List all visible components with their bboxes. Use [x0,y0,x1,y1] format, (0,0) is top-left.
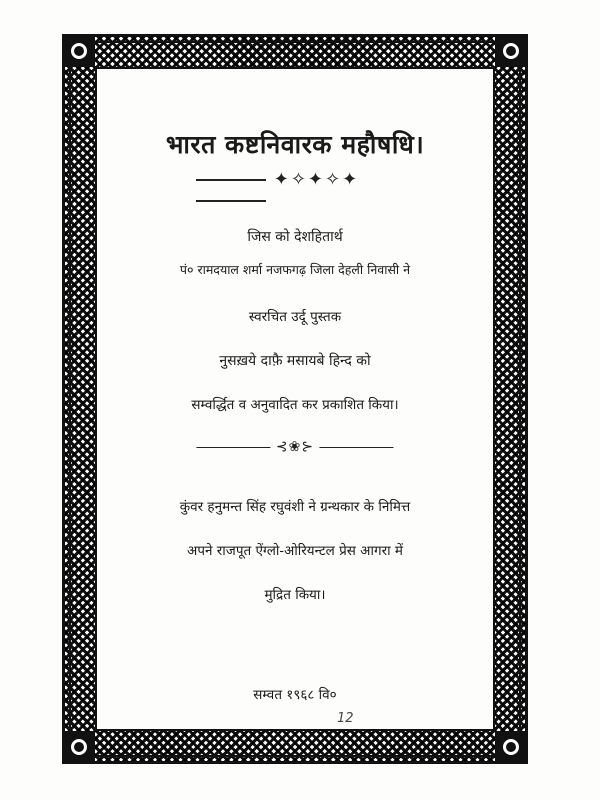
title-page-panel [95,67,495,731]
flourish-icon: ⊰❀⊱ [275,439,315,455]
middle-ornament [196,439,393,455]
publisher-line-1: कुंवर हनुमन्त सिंह रघुवंशी ने ग्रन्थकार के निमित्त [179,499,411,515]
flourish-icon: ✦✧✦✧✦ [273,169,360,190]
description-line-2: पं० रामदयाल शर्मा नजफगढ़ जिला देहली निवासी ने [179,262,411,277]
description-line-1: जिस को देशहितार्थ [247,229,343,245]
publisher-line-2: अपने राजपूत ऐंग्लो-ओरियन्टल प्रेस आगरा में [187,543,403,559]
decorative-border [62,34,528,764]
ornament-rule-right [320,447,394,448]
book-title: भारत कष्टनिवारक महौषधि। [165,130,425,159]
description-line-3: स्वरचित उर्दू पुस्तक [248,309,342,325]
ornament-rule-left [196,179,266,181]
ornament-rule-right [196,200,266,202]
corner-ornament-icon [495,35,527,67]
publisher-line-3: मुद्रित किया। [264,587,326,603]
corner-ornament-icon [63,731,95,763]
corner-ornament-icon [63,35,95,67]
handwritten-number: 12 [337,711,354,726]
ornament-rule-left [196,447,270,448]
corner-ornament-icon [495,731,527,763]
description-line-5: सम्वर्द्धित व अनुवादित कर प्रकाशित किया। [191,397,399,413]
description-line-4: नुसख़ये दाफ़ै मसायबे हिन्द को [219,353,371,369]
top-ornament [196,169,394,211]
publication-date: सम्वत १९६८ वि० [253,687,337,703]
